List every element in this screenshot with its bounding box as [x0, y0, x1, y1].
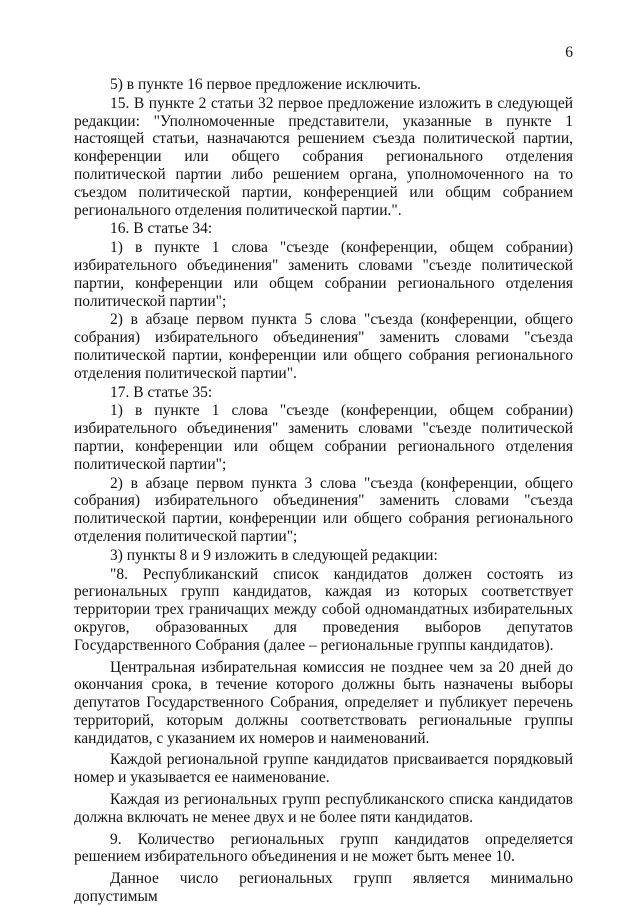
paragraph-article-17: 17. В статье 35: — [110, 383, 213, 401]
page-number: 6 — [565, 44, 573, 61]
paragraph-article-17-item-3: 3) пункты 8 и 9 изложить в следующей редакции: — [110, 546, 438, 564]
paragraph-item-5: 5) в пункте 16 первое предложение исключить. — [110, 76, 422, 93]
paragraph-point-8: "8. Республиканский список кандидатов должен состоять из региональных групп кандидатов, каждая из которых соответствует территории трех граничащих между собой одномандатных избирательных округов, образованных для проведения выборов депутатов Государственного Собрания (далее – региональные группы кандидатов). — [74, 565, 573, 654]
paragraph-group-size: Каждая из региональных групп республиканского списка кандидатов должна включать не менее двух и не более пяти кандидатов. — [74, 791, 573, 826]
paragraph-group-numbering: Каждой региональной группе кандидатов присваивается порядковый номер и указывается ее наименование. — [74, 751, 573, 787]
paragraph-article-17-item-1: 1) в пункте 1 слова "съезде (конференции, общем собрании) избирательного объединения" заменить словами "съезде политической партии, конференции или общем собрании регионального отделения политической партии"; — [74, 402, 573, 473]
paragraph-article-16: 16. В статье 34: — [110, 220, 213, 238]
paragraph-point-9: 9. Количество региональных групп кандидатов определяется решением избирательного объединения и не может быть менее 10. — [74, 830, 573, 866]
paragraph-minimum-groups: Данное число региональных групп является минимально допустимым — [74, 870, 573, 906]
paragraph-article-16-item-2: 2) в абзаце первом пункта 5 слова "съезда (конференции, общего собрания) избирательного объединения" заменить словами "съезда политической партии, конференции или общего собрания регионального отделения политической партии". — [74, 311, 573, 382]
paragraph-cec-territories: Центральная избирательная комиссия не позднее чем за 20 дней до окончания срока, в течение которого должны быть назначены выборы депутатов Государственного Собрания, определяет и публикует перечень территорий, которым должны соответствовать региональные группы кандидатов, с указанием их номеров и наименований. — [74, 658, 573, 747]
paragraph-article-15: 15. В пункте 2 статьи 32 первое предложение изложить в следующей редакции: "Уполномоченные представители, указанные в пункте 1 настоящей статьи, назначаются решением съезда политической партии, конференции или общего собрания регионального отделения политической партии либо решением органа, уполномоченного на то съездом политической партии, конференцией или общим собранием регионального отделения политической партии.". — [74, 94, 573, 219]
paragraph-article-16-item-1: 1) в пункте 1 слова "съезде (конференции, общем собрании) избирательного объединения" заменить словами "съезде политической партии, конференции или общем собрании регионального отделения политической партии"; — [74, 239, 573, 310]
paragraph-article-17-item-2: 2) в абзаце первом пункта 3 слова "съезда (конференции, общего собрания) избирательного объединения" заменить словами "съезда политической партии, конференции или общего собрания регионального отделения политической партии"; — [74, 474, 573, 545]
document-body — [74, 76, 573, 906]
